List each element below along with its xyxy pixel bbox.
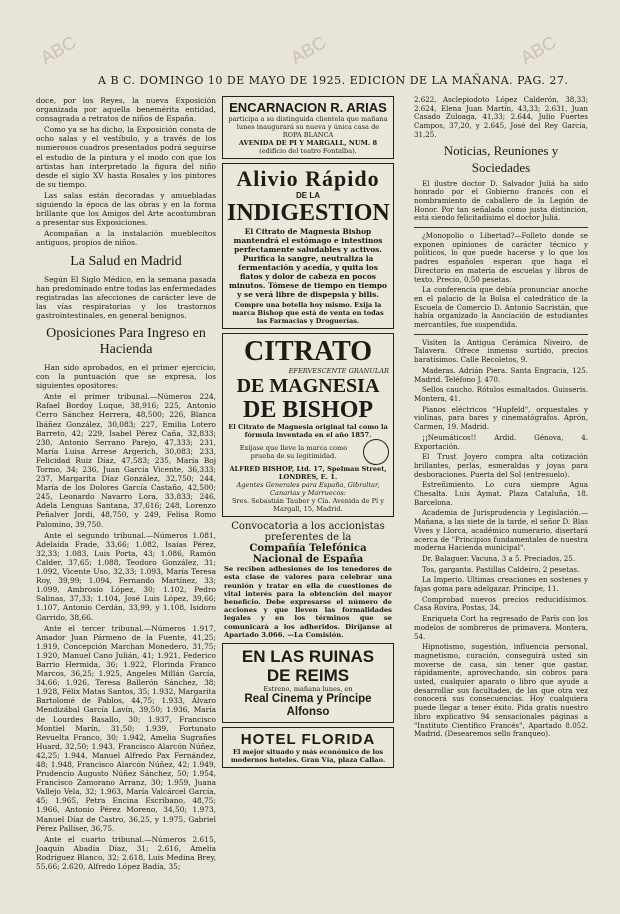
watermark-stamp: ABC — [517, 32, 560, 68]
section-title-noticias: Noticias, Reuniones y Sociedades — [443, 142, 559, 175]
news-list — [414, 180, 588, 739]
paragraph: 2.622, Asclepiodoto López Calderón, 38,33; 2.624, Elena Juan Martín, 43,33; 2.631, Juan Casado Zuloaga, 41,33; 2.644, Julio Fuertes Campos, 37,20, y 2.645, José del Rey García, 31,25. — [414, 95, 588, 139]
watermark-stamp: ABC — [37, 32, 80, 68]
ad-hotel-florida — [222, 727, 394, 768]
news-item: Academia de Jurisprudencia y Legislación.—Mañana, a las siete de la tarde, el señor D. Blas Vives y Llorca, académico numerario, disertará acerca de "Principios fundamentales de nuestra moderna Hacienda municipal". — [414, 508, 588, 553]
news-item: Enriqueta Cort ha regresado de París con los modelos de sombreros de primavera. Montera, 54. — [414, 614, 588, 641]
ad-title: Compañía Telefónica Nacional de España — [249, 543, 367, 566]
news-item: El Trust Joyero compra alta cotización brillantes, perlas, esmeraldas y joyas para desboraciones. Puerta del Sol (entresuelo). — [414, 452, 588, 479]
news-item: ¿Monopolio o Libertad?—Folleto donde se exponen opiniones de carácter técnico y políticos, lo que puede hacerse y lo que los padres españoles esperan que haga el Directorio en materia de escuelas y libros de texto. Precio, 0,50 pesetas. — [414, 231, 588, 284]
ad-headline: Real Cinema y Príncipe Alfonso — [244, 692, 372, 718]
page-header: A B C. DOMINGO 10 DE MAYO DE 1925. EDICION DE LA MAÑANA. PAG. 27. — [98, 74, 569, 87]
ad-headline: EN LAS RUINAS — [241, 646, 375, 666]
ad-text: Exíjase que lleve la marca como prueba de su legitimidad. — [239, 444, 348, 461]
divider — [414, 227, 588, 228]
ad-headline: INDIGESTION — [227, 200, 390, 227]
divider — [414, 334, 588, 335]
news-item: Tos, garganta. Pastillas Caldeiro, 2 pesetas. — [422, 564, 580, 574]
news-item: Comprobad nuevos precios reducidísimos. Casa Rovira, Postas, 34. — [414, 594, 588, 613]
ad-text: Sres. Sebastián Tauber y Cía. Avenida de Pí y Margall, 15, Madrid. — [232, 497, 384, 514]
trademark-seal-icon — [363, 439, 389, 465]
ad-text: Agentes Generales para España, Gibraltar, Canarias y Marruecos: — [236, 481, 380, 498]
news-item: Pianos eléctricos "Hupfeld", orquestales y violinas, para bares y cinematógrafos. Aprón, Carmen, 19. Madrid. — [414, 404, 588, 432]
news-item: El ilustre doctor D. Salvador Juliá ha sido honrado por el Gobierno francés con el nombramiento de caballero de la Legión de Honor. Por tan señalada como justa distinción, está siendo felicitadísimo el doctor Juliá. — [414, 178, 588, 223]
paragraph: Ante el cuarto tribunal.—Números 2.615, Joaquín Abadía Díaz, 31; 2.616, Amelia Rodríguez Blanco, 32; 2.618, Luis Medina Brey, 55,66; 2.620, Alfredo López Badía, 35; — [36, 834, 216, 872]
news-item: Visiten la Antigua Cerámica Niveiro, de Talavera. Ofrece inmenso surtido, precios baratísimos. Calle Recoletos, 9. — [414, 337, 588, 365]
ad-text: Estreno, mañana lunes, en — [263, 684, 353, 693]
ad-note: (edificio del teatro Fontalba). — [259, 147, 357, 155]
section-title-oposiciones: Oposiciones Para Ingreso en Hacienda — [46, 325, 206, 357]
paragraph: Han sido aprobados, en el primer ejercicio, con la puntuación que se expresa, los siguientes opositores: — [36, 362, 216, 391]
ad-text: El mejor situado y más económico de los modernos hoteles. Gran Vía, plaza Callao. — [230, 747, 386, 764]
ad-footer: Compre una botella hoy mismo. Exija la marca Bishop que está de venta en todas las Farmacias y Droguerías. — [232, 301, 384, 326]
left-column — [36, 96, 216, 873]
ad-ruinas-reims — [222, 643, 394, 723]
news-item: La conferencia que debía pronunciar anoche en el palacio de la Bolsa el catedrático de la Escuela de Comercio D. Antonio Sacristán, que había organizado la Asociación de estudiantes mercantiles, fue suspendida. — [414, 285, 588, 330]
ad-headline: DE MAGNESIA — [236, 375, 380, 398]
news-item: Estreñimiento. Lo cura siempre Agua Chesalta. Luis Aymat. Plaza Cataluña, 18. Barcelona. — [414, 480, 588, 507]
paragraph: Acompañan a la instalación mueblecitos antiguos, propios de niños. — [36, 229, 216, 248]
middle-column — [222, 96, 394, 768]
watermark-stamp: ABC — [287, 32, 330, 68]
news-item: ¡¡Neumáticos!! Ardid. Génova, 4. Exportación. — [414, 432, 588, 451]
news-item: Hipnotismo, sugestión, influencia personal, magnetismo, curación, conseguirá usted sin moverse de casa, sin tener que gastar, rápidamente, aprovechando, sin cobros para usted, cualquier aparato o libro que ayude a desarrollar sus facultades, de las que otra vez conocerá sus consecuencias. Hoy cualquiera puede llegar a tener éxito. Pida gratis nuestro libro explicativo 94 sensacionales páginas a "Instituto Científico Francés", Apartado 8.052. Madrid. (Desearemos sello franqueo). — [414, 642, 588, 739]
ad-title: ENCARNACION R. ARIAS — [229, 100, 387, 115]
paragraph: Como ya se ha dicho, la Exposición consta de ocho salas y el vestíbulo, y a través de los numerosos cuadros presentados podrá seguirse el estudio de la pintura y el modo con que los artistas han interpretado la figura del niño desde el siglo XV hasta Rosales y los pintores de su tiempo. — [36, 125, 216, 189]
news-item: Sellos caucho. Rótulos esmaltados. Guisseris. Montera, 41. — [414, 385, 588, 403]
paragraph: Según El Siglo Médico, en la semana pasada han predominado entre todas las enfermedades registradas las afecciones de carácter leve de las vías respiratorias y los trastornos gastrointestinales, en general benignos. — [36, 274, 216, 320]
ad-headline: DE LA — [296, 191, 320, 200]
ad-text: ALFRED BISHOP, Ltd. 17, Spelman Street, LONDRES, E. 1. — [229, 465, 387, 482]
ad-text: El Citrato de Magnesia Bishop mantendrá el estómago e intestinos perfectamente saludables y activos. Purifica la sangre, neutraliza la fermentación y acedía, y quita los flatos y dolor de cabeza en pocos minutos. Tómese de tiempo en tiempo y se verá libre de dispepsia y bilis. — [229, 227, 387, 300]
ad-headline: DE REIMS — [266, 665, 350, 685]
ad-convocatoria — [222, 521, 394, 639]
ad-encarnacion-arias — [222, 96, 394, 159]
paragraph: Las salas están decoradas y amuebladas siguiendo la época de las obras y en la forma brillante que los Amigos del Arte acostumbran a presentar sus Exposiciones. — [36, 190, 216, 228]
ad-headline: Alivio Rápido — [236, 166, 380, 191]
ad-title: Convocatoria a los accionistas preferentes de la — [231, 521, 385, 544]
news-item: La Imperio. Ultimas creaciones en sostenes y fajas goma para adelgazar. Príncipe, 11. — [414, 575, 588, 594]
ad-address: AVENIDA DE PI Y MARGALL, NUM. 8 — [238, 139, 378, 147]
ad-indigestion — [222, 163, 394, 329]
section-title-salud: La Salud en Madrid — [70, 253, 182, 269]
paragraph: Ante el tercer tribunal.—Números 1.917, Amador Juan Pármeno de la Fuente, 41,25; 1.919, Concepción Marchan Monedero, 31,75; 1.920, Manuel Cano Julián, 41; 1.921, Federico Barrio Hermida, 36; 1.922, Florinda Franco Marcos, 36,25; 1.925, Angeles Millán García, 34,66; 1.926, Teresa Ballerón Sánchez, 38; 1.928, Félix Matas Santos, 35; 1.932, Margarita Bartolomé de Pablos, 44,75; 1.933, Álvaro Mendizábal García Lavín, 39,50; 1.936, María de Lourdes Basallo, 30; 1.937, Francisco Montiel Marín, 31,50; 1.939, Fortunato Revuelta Franco, 30; 1.942, Amelia Sugrañes Huard, 32,50; 1.943, Francisco Alarcón Núñez, 42,25; 1.944, Manuel Alfredo Pax Fernández, 48; 1.948, Francisco Alarcón Núñez, 42; 1.949, Prudencio Augusto Núñez Sánchez, 50; 1.954, Francisco Zamorano Arranz, 30; 1.959, Juana Vallejo Vela, 32; 1.963, María Valcárcel García, 45; 1.965, Petra Encina Escribano, 48,75; 1.966, Antonio Pérez Moreno, 34,50; 1.973, Manuel Díaz de Castro, 36,25, y 1.975, Gabriel Pérez Palliser, 36,75. — [36, 623, 216, 833]
paragraph: Ante el segundo tribunal.—Números 1.081, Adelaida Frade, 33,66; 1.082, Isaías Pérez, 32,33; 1.083, Luis Porta, 43; 1.086, Ramón Calder, 37,65; 1.088, Teodoro González, 31; 1.092, Vicente Uso, 32,33; 1.093, María Teresa Roy, 39,99; 1.094, Fernando Martínez, 33; 1.099, Ambrosio López, 30; 1.102, Pedro Salinas, 37,33; 1.104, José Luis López, 39,66; 1.107, Antonio Cerdán, 33,99, y 1.108, Isidoro Garrido, 38,66. — [36, 530, 216, 622]
news-item: Dr. Balaguer. Vacuna, 3 a 5. Preciados, 25. — [422, 553, 576, 563]
paragraph: doce, por los Reyes, la nueva Exposición organizada por aquella benemérita entidad, consagrada a retratos de niños de España. — [36, 96, 216, 124]
ad-citrato-bishop — [222, 333, 394, 517]
ad-headline: DE BISHOP — [242, 397, 374, 424]
ad-text: EFERVESCENTE GRANULAR — [288, 367, 389, 376]
ad-headline: CITRATO — [243, 336, 373, 368]
news-item: Maderas. Adrián Piera. Santa Engracia, 125. Madrid. Teléfono J. 470. — [414, 365, 588, 384]
paragraph: Ante el primer tribunal.—Números 224, Rafael Bordoy Luque, 38,916; 225, Antonio Cerro Sánchez Herrera, 48,500; 226, Blanca Ibáñez González, 30,083; 227, Emilia Lotero Barreto, 42; 229, Isabel Pérez Caña, 32,833; 230, Antonio Serrano Parejo, 47,333; 231, María Luisa Arrese Argerich, 30,083; 233, Felicidad Ruiz Díaz, 47,583; 235, María Boj Tormo, 34; 236, Juan García Vicente, 36,333; 237, Margarita Díaz González, 32,750; 244, María de los Dolores García Castaño, 42,500; 245, Leonardo Navarro Lora, 33,833; 246, Adela Lenguas Santana, 37,616; 248, Lorenzo Peñalver Jordi, 48,750, y 249, Felisa Romo Palomino, 39,750. — [36, 392, 216, 529]
ad-text: Se reciben adhesiones de los tenedores de esta clase de valores para celebrar una reunión y tratar en ella de cuestiones de vital interés para la obtención del mayor beneficio. Debe expresarse el número de acciones y que lleven las formalidades legales y en los términos que se comunicará a los adheridos. Diríjanse al Apartado 3.066. —La Comisión. — [224, 565, 392, 639]
ad-headline: HOTEL FLORIDA — [240, 730, 376, 748]
ad-text: El Citrato de Magnesia original tal como la fórmula inventada en el año 1857. — [228, 423, 388, 440]
right-column — [414, 96, 588, 741]
ad-text: participa a su distinguida clientela que mañana lunes inaugurará su nueva y única casa de ROPA BLANCA — [228, 115, 388, 139]
